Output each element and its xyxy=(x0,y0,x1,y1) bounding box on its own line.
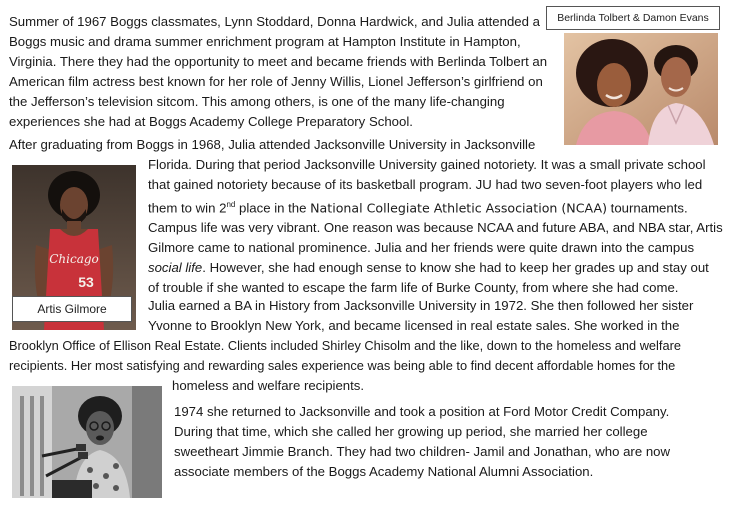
paragraph-ford xyxy=(174,402,670,482)
photo-tolbert-evans xyxy=(564,33,718,145)
jersey-number: 53 xyxy=(78,274,94,290)
paragraph-real-estate xyxy=(148,296,693,336)
paragraph-hampton xyxy=(9,12,547,132)
text-line: During that time, which she called her growing up period, she married her college xyxy=(174,424,648,439)
caption-tolbert-evans xyxy=(546,6,720,30)
text-run: tournaments. xyxy=(607,200,688,216)
text-run: . However, she had enough sense to know she had to keep her grades up and stay out xyxy=(202,260,709,276)
text-line: recipients. Her most satisfying and rewarding sales experience was being able to find decent affordable homes for the xyxy=(9,358,676,373)
text-line: that gained notoriety because of its basketball program. JU had two seven-foot players who led xyxy=(148,177,703,192)
text-line: associate members of the Boggs Academy National Alumni Association. xyxy=(174,464,594,479)
jersey-text: Chicago xyxy=(49,252,99,266)
text-run: them to win 2 xyxy=(148,200,227,216)
text-run: place in the xyxy=(235,200,311,216)
text-line: Brooklyn Office of Ellison Real Estate. Clients included Shirley Chisolm and the like, down to the homeless and welfare xyxy=(9,338,681,353)
caption-artis-gilmore xyxy=(12,296,132,322)
text-line: Florida. During that period Jacksonville University gained notoriety. It was a small private school xyxy=(148,157,706,172)
text-line: the Jefferson’s television sitcom. This among others, is one of the many life-changing xyxy=(9,94,505,109)
text-line: 1974 she returned to Jacksonville and took a position at Ford Motor Credit Company. xyxy=(174,404,670,419)
text-line: Julia earned a BA in History from Jacksonville University in 1972. She then followed her sister xyxy=(148,298,694,313)
italic-text: social life xyxy=(148,260,203,276)
paragraph-real-estate-end xyxy=(172,376,364,396)
text-line: of trouble if she wanted to escape the farm life of Burke County, from where she had come. xyxy=(148,280,679,296)
text-run-ncaa: National Collegiate Athletic Association (NCAA) xyxy=(310,200,608,216)
photo-shirley-chisolm xyxy=(12,386,162,498)
caption-text: Artis Gilmore xyxy=(37,302,107,316)
text-line-ncaa xyxy=(148,195,723,218)
superscript: nd xyxy=(226,200,236,209)
text-line: Yvonne to Brooklyn New York, and became licensed in real estate sales. She worked in the xyxy=(148,318,680,333)
text-line: sweetheart Jimmie Branch. They had two children- Jamil and Jonathan, who are now xyxy=(174,444,671,459)
caption-text: Berlinda Tolbert & Damon Evans xyxy=(557,12,709,24)
text-line: homeless and welfare recipients. xyxy=(172,378,365,393)
text-line-social xyxy=(148,258,723,278)
text-line: Virginia. There they had the opportunity to meet and became friends with Berlinda Tolbert an xyxy=(9,54,548,69)
paragraph-real-estate-wide xyxy=(9,336,681,376)
portrait-couple-image xyxy=(564,33,718,145)
text-line: Boggs music and drama summer enrichment program at Hampton Institute in Hampton, xyxy=(9,34,521,49)
text-line: After graduating from Boggs in 1968, Julia attended Jacksonville University in Jacksonville xyxy=(9,137,536,152)
text-line: Campus life was very vibrant. One reason was because NCAA and future ABA, and NBA star, Artis xyxy=(148,220,723,236)
text-line: Gilmore came to national prominence. Julia and her friends were quite drawn into the campus xyxy=(148,240,695,256)
text-line: experiences she had at Boggs Academy College Preparatory School. xyxy=(9,114,413,129)
speaker-podium-image xyxy=(12,386,162,498)
text-line: American film actress best known for her role of Jenny Willis, Lionel Jefferson’s girlfriend on xyxy=(9,74,543,89)
paragraph-jacksonville xyxy=(9,135,535,155)
paragraph-jacksonville-wrap xyxy=(148,155,723,298)
text-line: Summer of 1967 Boggs classmates, Lynn Stoddard, Donna Hardwick, and Julia attended a xyxy=(9,14,540,29)
